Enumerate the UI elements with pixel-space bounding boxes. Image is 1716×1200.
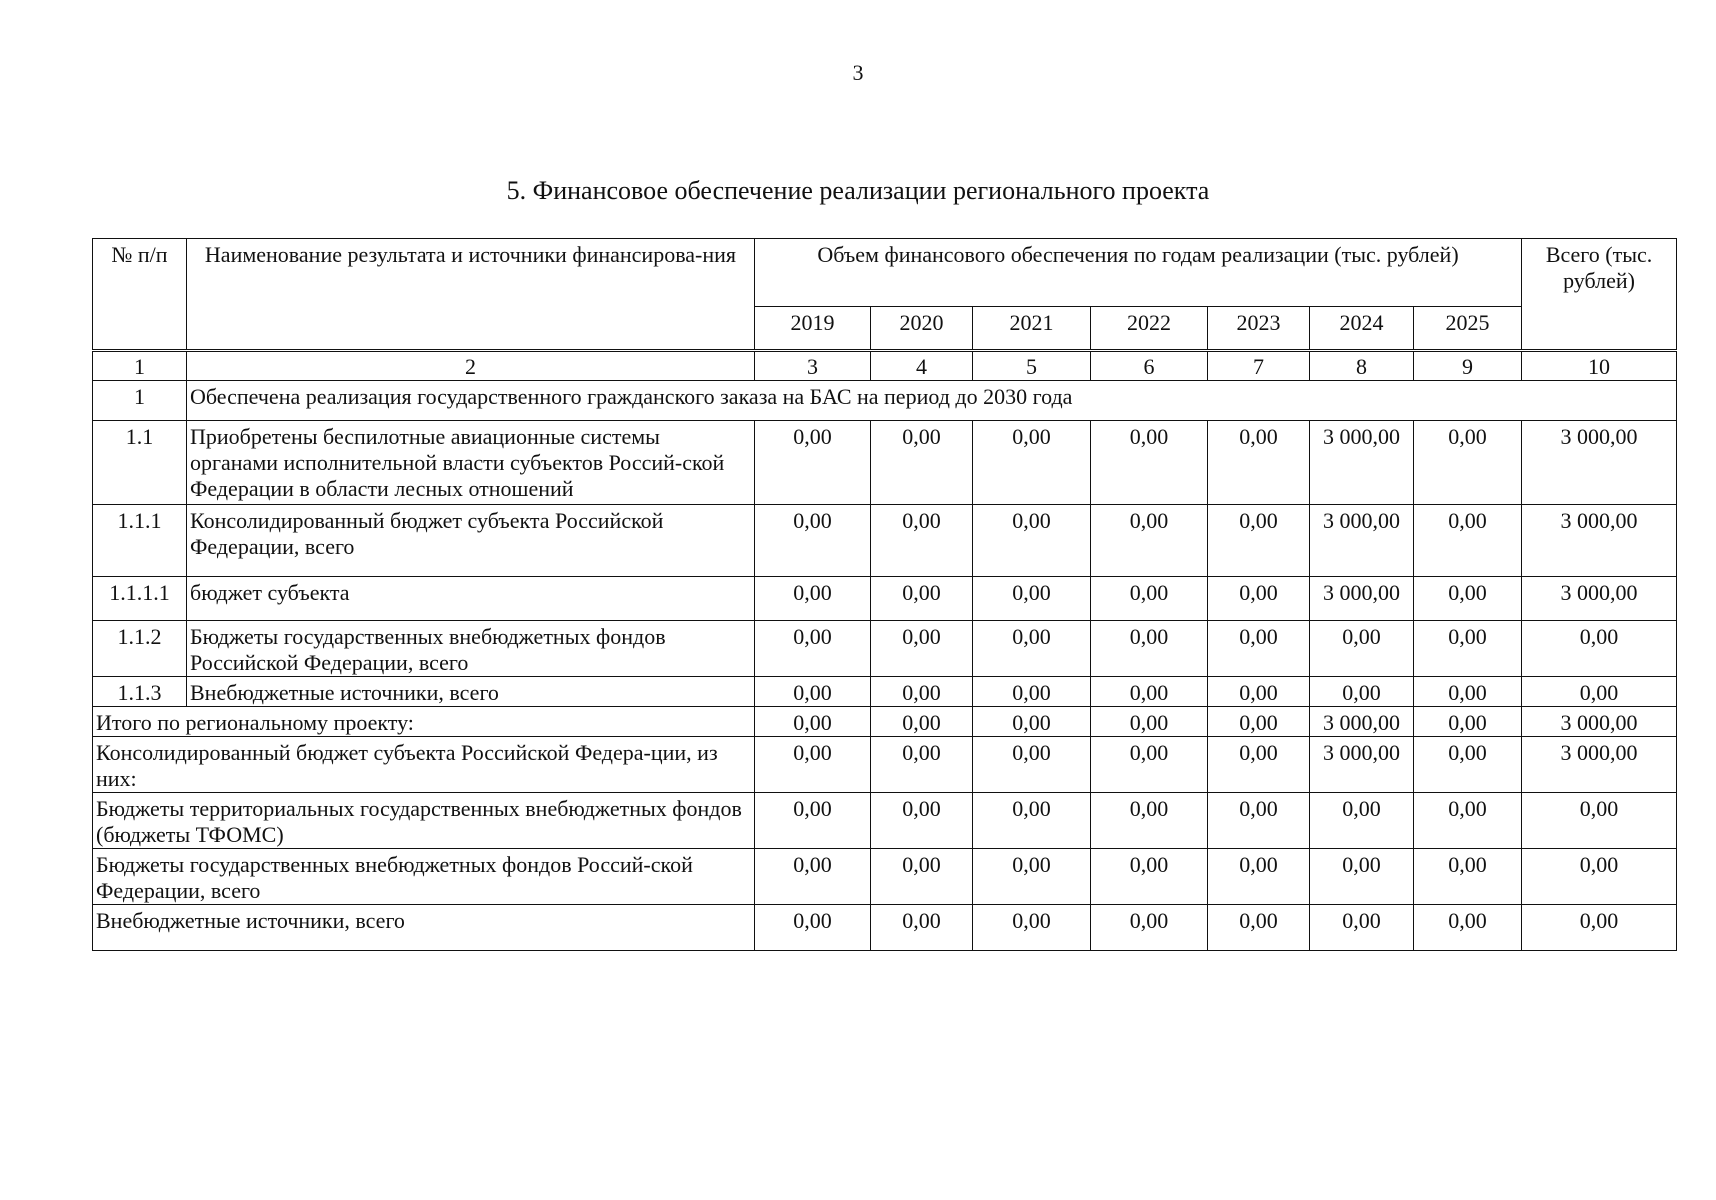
row-value: 0,00: [973, 577, 1091, 621]
summary-value: 3 000,00: [1310, 707, 1414, 737]
row-value: 0,00: [871, 505, 973, 577]
summary-value: 0,00: [1414, 793, 1522, 849]
summary-value: 0,00: [871, 707, 973, 737]
summary-value: 0,00: [1091, 849, 1208, 905]
summary-value: 0,00: [755, 737, 871, 793]
row-name: Внебюджетные источники, всего: [187, 677, 755, 707]
row-value: 3 000,00: [1310, 577, 1414, 621]
row-value: 0,00: [1414, 621, 1522, 677]
column-number: 8: [1310, 351, 1414, 381]
column-number: 4: [871, 351, 973, 381]
header-name: Наименование результата и источники финансирова-ния: [187, 239, 755, 351]
row-value: 3 000,00: [1310, 505, 1414, 577]
row-total: 3 000,00: [1522, 421, 1677, 505]
row-value: 0,00: [1414, 577, 1522, 621]
column-number: 9: [1414, 351, 1522, 381]
column-number: 1: [93, 351, 187, 381]
row-total: 3 000,00: [1522, 505, 1677, 577]
summary-value: 0,00: [871, 793, 973, 849]
row-num: 1.1.3: [93, 677, 187, 707]
summary-value: 0,00: [973, 707, 1091, 737]
table-row: [93, 621, 1677, 677]
summary-value: 0,00: [871, 737, 973, 793]
header-num: № п/п: [93, 239, 187, 351]
summary-value: 0,00: [1414, 737, 1522, 793]
summary-name: Итого по региональному проекту:: [93, 707, 755, 737]
row-value: 0,00: [871, 621, 973, 677]
summary-value: 0,00: [1414, 905, 1522, 951]
table-row: [93, 677, 1677, 707]
row-name: Бюджеты государственных внебюджетных фондов Российской Федерации, всего: [187, 621, 755, 677]
column-number: 5: [973, 351, 1091, 381]
row-value: 0,00: [973, 621, 1091, 677]
row-value: 0,00: [973, 505, 1091, 577]
summary-total: 0,00: [1522, 849, 1677, 905]
row-value: 0,00: [1414, 505, 1522, 577]
summary-value: 0,00: [1414, 707, 1522, 737]
row-value: 0,00: [1208, 621, 1310, 677]
header-year: 2022: [1091, 307, 1208, 351]
row-name: Приобретены беспилотные авиационные системы органами исполнительной власти субъектов Россий-ской Федерации в области лесных отношений: [187, 421, 755, 505]
header-row-top: [93, 239, 1677, 307]
header-total: Всего (тыс. рублей): [1522, 239, 1677, 351]
row-value: 0,00: [1310, 621, 1414, 677]
row-value: 0,00: [1091, 621, 1208, 677]
section-title: 5. Финансовое обеспечение реализации регионального проекта: [506, 176, 1210, 205]
header-volume: Объем финансового обеспечения по годам реализации (тыс. рублей): [755, 239, 1522, 307]
header-year: 2021: [973, 307, 1091, 351]
row-value: 0,00: [1208, 677, 1310, 707]
column-number: 10: [1522, 351, 1677, 381]
row-value: 0,00: [755, 621, 871, 677]
summary-value: 0,00: [1208, 793, 1310, 849]
header-year: 2023: [1208, 307, 1310, 351]
summary-row: [93, 905, 1677, 951]
summary-value: 0,00: [973, 793, 1091, 849]
row-value: 0,00: [1091, 505, 1208, 577]
row-value: 0,00: [871, 677, 973, 707]
row-value: 0,00: [755, 577, 871, 621]
summary-total: 0,00: [1522, 905, 1677, 951]
summary-value: 0,00: [755, 849, 871, 905]
summary-value: 0,00: [755, 793, 871, 849]
row-total: 3 000,00: [1522, 577, 1677, 621]
row-value: 0,00: [973, 421, 1091, 505]
row-num: 1.1.1.1: [93, 577, 187, 621]
summary-value: 0,00: [871, 849, 973, 905]
summary-value: 3 000,00: [1310, 737, 1414, 793]
row-value: 0,00: [1091, 421, 1208, 505]
summary-value: 0,00: [1091, 737, 1208, 793]
header-year: 2020: [871, 307, 973, 351]
section-num: 1: [93, 381, 187, 421]
row-total: 0,00: [1522, 677, 1677, 707]
row-value: 0,00: [1091, 577, 1208, 621]
summary-value: 0,00: [973, 905, 1091, 951]
row-value: 0,00: [1091, 677, 1208, 707]
summary-value: 0,00: [1414, 849, 1522, 905]
summary-row: [93, 793, 1677, 849]
summary-row: [93, 707, 1677, 737]
summary-name: Консолидированный бюджет субъекта Российской Федера-ции, из них:: [93, 737, 755, 793]
row-num: 1.1.1: [93, 505, 187, 577]
table-row: [93, 577, 1677, 621]
row-value: 0,00: [755, 421, 871, 505]
summary-value: 0,00: [1091, 793, 1208, 849]
summary-total: 3 000,00: [1522, 737, 1677, 793]
summary-value: 0,00: [1091, 707, 1208, 737]
summary-value: 0,00: [1091, 905, 1208, 951]
row-name: Консолидированный бюджет субъекта Российской Федерации, всего: [187, 505, 755, 577]
header-year: 2019: [755, 307, 871, 351]
row-value: 0,00: [1208, 577, 1310, 621]
summary-value: 0,00: [871, 905, 973, 951]
row-value: 3 000,00: [1310, 421, 1414, 505]
summary-value: 0,00: [755, 905, 871, 951]
row-value: 0,00: [1310, 677, 1414, 707]
column-number: 6: [1091, 351, 1208, 381]
summary-value: 0,00: [1310, 849, 1414, 905]
summary-row: [93, 737, 1677, 793]
section-row: [93, 381, 1677, 421]
column-number: 7: [1208, 351, 1310, 381]
summary-value: 0,00: [973, 849, 1091, 905]
summary-value: 0,00: [1208, 737, 1310, 793]
row-value: 0,00: [1414, 421, 1522, 505]
summary-total: 3 000,00: [1522, 707, 1677, 737]
row-value: 0,00: [1208, 505, 1310, 577]
row-num: 1.1: [93, 421, 187, 505]
summary-value: 0,00: [1310, 793, 1414, 849]
summary-value: 0,00: [1208, 905, 1310, 951]
row-name: бюджет субъекта: [187, 577, 755, 621]
header-year: 2024: [1310, 307, 1414, 351]
row-value: 0,00: [871, 421, 973, 505]
row-value: 0,00: [973, 677, 1091, 707]
page-number: 3: [852, 60, 864, 85]
summary-name: Бюджеты государственных внебюджетных фондов Россий-ской Федерации, всего: [93, 849, 755, 905]
column-number: 2: [187, 351, 755, 381]
summary-name: Бюджеты территориальных государственных внебюджетных фондов (бюджеты ТФОМС): [93, 793, 755, 849]
table-row: [93, 421, 1677, 505]
row-value: 0,00: [871, 577, 973, 621]
row-total: 0,00: [1522, 621, 1677, 677]
row-num: 1.1.2: [93, 621, 187, 677]
summary-value: 0,00: [1208, 849, 1310, 905]
table-row: [93, 505, 1677, 577]
summary-name: Внебюджетные источники, всего: [93, 905, 755, 951]
column-number: 3: [755, 351, 871, 381]
column-number-row: [93, 351, 1677, 381]
section-text: Обеспечена реализация государственного гражданского заказа на БАС на период до 2030 года: [187, 381, 1677, 421]
summary-total: 0,00: [1522, 793, 1677, 849]
summary-value: 0,00: [1208, 707, 1310, 737]
row-value: 0,00: [755, 677, 871, 707]
summary-value: 0,00: [1310, 905, 1414, 951]
row-value: 0,00: [755, 505, 871, 577]
summary-value: 0,00: [755, 707, 871, 737]
header-year: 2025: [1414, 307, 1522, 351]
summary-row: [93, 849, 1677, 905]
row-value: 0,00: [1208, 421, 1310, 505]
summary-value: 0,00: [973, 737, 1091, 793]
row-value: 0,00: [1414, 677, 1522, 707]
financing-table: [92, 238, 1677, 951]
